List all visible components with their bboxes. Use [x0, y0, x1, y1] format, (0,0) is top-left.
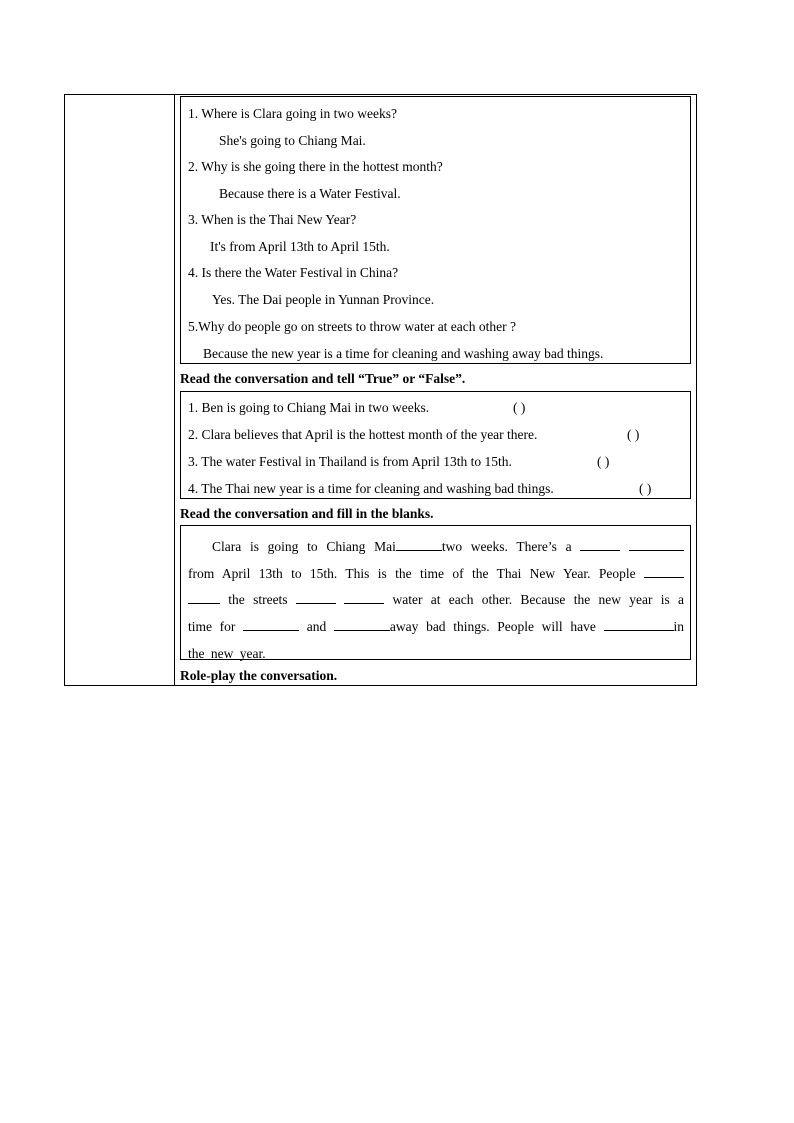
qa-box [180, 96, 691, 364]
fill-text-7: away bad things. People will have [389, 619, 596, 635]
blank-7[interactable] [344, 591, 384, 604]
answer-3: It's from April 13th to April 15th. [210, 239, 390, 254]
true-false-heading: Read the conversation and tell “True” or “False”. [180, 371, 466, 386]
blank-10[interactable] [604, 618, 674, 631]
answer-1: She's going to Chiang Mai. [219, 133, 366, 148]
tf-answer-2[interactable]: ( ) [627, 427, 640, 442]
blank-8[interactable] [243, 618, 299, 631]
tf-item-4: 4. The Thai new year is a time for cleaning and washing bad things. [188, 481, 554, 496]
fill-text-2: two weeks. There’s a [441, 539, 572, 554]
fill-paragraph [188, 534, 684, 668]
question-3: 3. When is the Thai New Year? [188, 212, 357, 227]
role-play-heading: Role-play the conversation. [180, 668, 338, 683]
tf-item-2: 2. Clara believes that April is the hottest month of the year there. [188, 427, 538, 442]
blank-4[interactable] [644, 565, 684, 578]
tf-answer-1[interactable]: ( ) [513, 400, 526, 415]
question-1: 1. Where is Clara going in two weeks? [188, 106, 397, 121]
tf-item-1: 1. Ben is going to Chiang Mai in two weeks. [188, 400, 430, 415]
fill-text-8: in the new year. [188, 619, 685, 661]
fill-text-3: from April 13th to 15th. This is the time of the Thai New Year. People [188, 565, 636, 581]
tf-answer-3[interactable]: ( ) [597, 454, 610, 469]
column-divider [174, 95, 175, 685]
answer-5: Because the new year is a time for cleaning and washing away bad things. [203, 346, 604, 361]
tf-answer-4[interactable]: ( ) [639, 481, 652, 496]
fill-blanks-box [180, 525, 691, 660]
fill-text-5: water at each other. Because the new year is a time for [188, 592, 685, 635]
question-4: 4. Is there the Water Festival in China? [188, 265, 399, 280]
fill-blanks-heading: Read the conversation and fill in the blanks. [180, 506, 434, 521]
blank-2[interactable] [580, 538, 620, 551]
blank-5[interactable] [188, 591, 220, 604]
answer-4: Yes. The Dai people in Yunnan Province. [212, 292, 435, 307]
blank-6[interactable] [296, 591, 336, 604]
lesson-table [64, 94, 697, 686]
fill-text-4: the streets [228, 592, 288, 608]
question-2: 2. Why is she going there in the hottest month? [188, 159, 443, 174]
true-false-box [180, 391, 691, 499]
blank-3[interactable] [629, 538, 684, 551]
blank-1[interactable] [396, 538, 442, 551]
question-5: 5.Why do people go on streets to throw water at each other ? [188, 319, 517, 334]
answer-2: Because there is a Water Festival. [219, 186, 401, 201]
tf-item-3: 3. The water Festival in Thailand is from April 13th to 15th. [188, 454, 512, 469]
fill-text-1: Clara is going to Chiang Mai [212, 539, 396, 554]
blank-9[interactable] [334, 618, 390, 631]
fill-text-6: and [306, 619, 327, 635]
